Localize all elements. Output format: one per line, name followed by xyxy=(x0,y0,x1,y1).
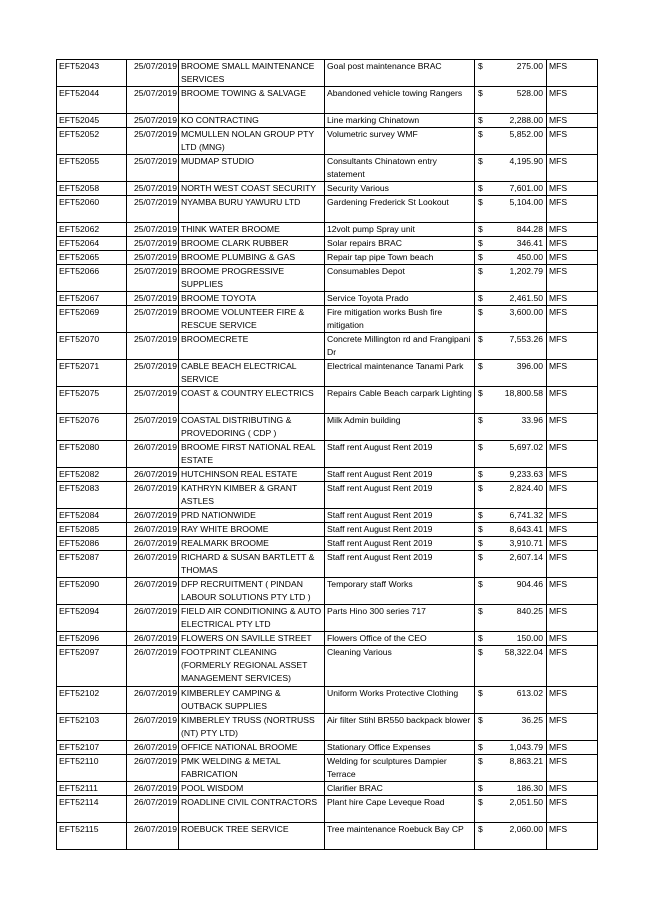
amount-cell: 58,322.04 xyxy=(487,646,547,687)
payee-name-cell: BROOME SMALL MAINTENANCE SERVICES xyxy=(179,60,325,87)
account-code-cell: MFS xyxy=(547,292,598,306)
eft-reference-cell: EFT52090 xyxy=(57,578,127,605)
currency-symbol-cell: $ xyxy=(475,578,487,605)
payee-name-cell: MCMULLEN NOLAN GROUP PTY LTD (MNG) xyxy=(179,128,325,155)
payment-date-cell: 26/07/2019 xyxy=(127,551,179,578)
description-cell: Repair tap pipe Town beach xyxy=(325,251,475,265)
description-cell: Abandoned vehicle towing Rangers xyxy=(325,87,475,114)
amount-cell: 2,051.50 xyxy=(487,796,547,823)
payment-date-cell: 26/07/2019 xyxy=(127,823,179,850)
payee-name-cell: THINK WATER BROOME xyxy=(179,223,325,237)
amount-cell: 5,104.00 xyxy=(487,196,547,223)
amount-cell: 346.41 xyxy=(487,237,547,251)
table-row xyxy=(57,333,598,360)
amount-cell: 2,461.50 xyxy=(487,292,547,306)
payee-name-cell: PMK WELDING & METAL FABRICATION xyxy=(179,755,325,782)
table-row xyxy=(57,155,598,182)
currency-symbol-cell: $ xyxy=(475,782,487,796)
currency-symbol-cell: $ xyxy=(475,306,487,333)
payments-table xyxy=(56,59,598,850)
currency-symbol-cell: $ xyxy=(475,128,487,155)
currency-symbol-cell: $ xyxy=(475,333,487,360)
account-code-cell: MFS xyxy=(547,782,598,796)
payment-date-cell: 25/07/2019 xyxy=(127,251,179,265)
table-row xyxy=(57,441,598,468)
description-cell: Staff rent August Rent 2019 xyxy=(325,509,475,523)
currency-symbol-cell: $ xyxy=(475,414,487,441)
account-code-cell: MFS xyxy=(547,741,598,755)
description-cell: Concrete Millington rd and Frangipani Dr xyxy=(325,333,475,360)
table-row xyxy=(57,509,598,523)
eft-reference-cell: EFT52043 xyxy=(57,60,127,87)
table-row xyxy=(57,87,598,114)
description-cell: Fire mitigation works Bush fire mitigation xyxy=(325,306,475,333)
table-row xyxy=(57,551,598,578)
account-code-cell: MFS xyxy=(547,482,598,509)
account-code-cell: MFS xyxy=(547,632,598,646)
eft-reference-cell: EFT52055 xyxy=(57,155,127,182)
currency-symbol-cell: $ xyxy=(475,223,487,237)
amount-cell: 1,202.79 xyxy=(487,265,547,292)
description-cell: Staff rent August Rent 2019 xyxy=(325,537,475,551)
eft-reference-cell: EFT52087 xyxy=(57,551,127,578)
amount-cell: 840.25 xyxy=(487,605,547,632)
amount-cell: 18,800.58 xyxy=(487,387,547,414)
account-code-cell: MFS xyxy=(547,182,598,196)
account-code-cell: MFS xyxy=(547,468,598,482)
payee-name-cell: NYAMBA BURU YAWURU LTD xyxy=(179,196,325,223)
eft-reference-cell: EFT52094 xyxy=(57,605,127,632)
eft-reference-cell: EFT52110 xyxy=(57,755,127,782)
currency-symbol-cell: $ xyxy=(475,755,487,782)
amount-cell: 5,852.00 xyxy=(487,128,547,155)
eft-reference-cell: EFT52102 xyxy=(57,687,127,714)
table-row xyxy=(57,605,598,632)
eft-reference-cell: EFT52071 xyxy=(57,360,127,387)
currency-symbol-cell: $ xyxy=(475,182,487,196)
currency-symbol-cell: $ xyxy=(475,646,487,687)
payment-date-cell: 26/07/2019 xyxy=(127,537,179,551)
currency-symbol-cell: $ xyxy=(475,796,487,823)
amount-cell: 2,060.00 xyxy=(487,823,547,850)
amount-cell: 528.00 xyxy=(487,87,547,114)
description-cell: Clarifier BRAC xyxy=(325,782,475,796)
table-row xyxy=(57,196,598,223)
payment-date-cell: 26/07/2019 xyxy=(127,782,179,796)
table-row xyxy=(57,265,598,292)
amount-cell: 3,600.00 xyxy=(487,306,547,333)
account-code-cell: MFS xyxy=(547,251,598,265)
eft-reference-cell: EFT52067 xyxy=(57,292,127,306)
table-row xyxy=(57,755,598,782)
account-code-cell: MFS xyxy=(547,537,598,551)
currency-symbol-cell: $ xyxy=(475,551,487,578)
payment-date-cell: 26/07/2019 xyxy=(127,741,179,755)
payee-name-cell: NORTH WEST COAST SECURITY xyxy=(179,182,325,196)
table-row xyxy=(57,782,598,796)
account-code-cell: MFS xyxy=(547,796,598,823)
currency-symbol-cell: $ xyxy=(475,237,487,251)
eft-reference-cell: EFT52060 xyxy=(57,196,127,223)
payee-name-cell: BROOME TOWING & SALVAGE xyxy=(179,87,325,114)
table-row xyxy=(57,251,598,265)
description-cell: Line marking Chinatown xyxy=(325,114,475,128)
payee-name-cell: PRD NATIONWIDE xyxy=(179,509,325,523)
account-code-cell: MFS xyxy=(547,509,598,523)
table-row xyxy=(57,237,598,251)
payee-name-cell: BROOME CLARK RUBBER xyxy=(179,237,325,251)
eft-reference-cell: EFT52082 xyxy=(57,468,127,482)
payment-date-cell: 25/07/2019 xyxy=(127,182,179,196)
payment-date-cell: 26/07/2019 xyxy=(127,441,179,468)
account-code-cell: MFS xyxy=(547,551,598,578)
table-row xyxy=(57,537,598,551)
payee-name-cell: COASTAL DISTRIBUTING & PROVEDORING ( CDP ) xyxy=(179,414,325,441)
eft-reference-cell: EFT52052 xyxy=(57,128,127,155)
amount-cell: 2,824.40 xyxy=(487,482,547,509)
payment-date-cell: 25/07/2019 xyxy=(127,223,179,237)
eft-reference-cell: EFT52070 xyxy=(57,333,127,360)
description-cell: Solar repairs BRAC xyxy=(325,237,475,251)
account-code-cell: MFS xyxy=(547,265,598,292)
amount-cell: 3,910.71 xyxy=(487,537,547,551)
amount-cell: 7,553.26 xyxy=(487,333,547,360)
eft-reference-cell: EFT52066 xyxy=(57,265,127,292)
payment-date-cell: 25/07/2019 xyxy=(127,292,179,306)
eft-reference-cell: EFT52084 xyxy=(57,509,127,523)
payee-name-cell: MUDMAP STUDIO xyxy=(179,155,325,182)
table-row xyxy=(57,646,598,687)
eft-reference-cell: EFT52085 xyxy=(57,523,127,537)
description-cell: Parts Hino 300 series 717 xyxy=(325,605,475,632)
currency-symbol-cell: $ xyxy=(475,523,487,537)
description-cell: Stationary Office Expenses xyxy=(325,741,475,755)
currency-symbol-cell: $ xyxy=(475,441,487,468)
payee-name-cell: FLOWERS ON SAVILLE STREET xyxy=(179,632,325,646)
payment-date-cell: 25/07/2019 xyxy=(127,414,179,441)
payee-name-cell: KO CONTRACTING xyxy=(179,114,325,128)
description-cell: Plant hire Cape Leveque Road xyxy=(325,796,475,823)
amount-cell: 2,607.14 xyxy=(487,551,547,578)
description-cell: Staff rent August Rent 2019 xyxy=(325,551,475,578)
account-code-cell: MFS xyxy=(547,605,598,632)
amount-cell: 7,601.00 xyxy=(487,182,547,196)
amount-cell: 904.46 xyxy=(487,578,547,605)
account-code-cell: MFS xyxy=(547,523,598,537)
payment-date-cell: 25/07/2019 xyxy=(127,114,179,128)
table-row xyxy=(57,482,598,509)
table-row xyxy=(57,292,598,306)
account-code-cell: MFS xyxy=(547,87,598,114)
table-row xyxy=(57,687,598,714)
table-row xyxy=(57,741,598,755)
account-code-cell: MFS xyxy=(547,114,598,128)
description-cell: Goal post maintenance BRAC xyxy=(325,60,475,87)
table-row xyxy=(57,823,598,850)
payment-date-cell: 26/07/2019 xyxy=(127,482,179,509)
account-code-cell: MFS xyxy=(547,237,598,251)
currency-symbol-cell: $ xyxy=(475,823,487,850)
amount-cell: 186.30 xyxy=(487,782,547,796)
payment-date-cell: 25/07/2019 xyxy=(127,155,179,182)
amount-cell: 1,043.79 xyxy=(487,741,547,755)
payment-date-cell: 26/07/2019 xyxy=(127,796,179,823)
eft-reference-cell: EFT52107 xyxy=(57,741,127,755)
currency-symbol-cell: $ xyxy=(475,155,487,182)
payment-date-cell: 25/07/2019 xyxy=(127,128,179,155)
payment-date-cell: 26/07/2019 xyxy=(127,468,179,482)
table-row xyxy=(57,306,598,333)
currency-symbol-cell: $ xyxy=(475,482,487,509)
amount-cell: 844.28 xyxy=(487,223,547,237)
description-cell: 12volt pump Spray unit xyxy=(325,223,475,237)
account-code-cell: MFS xyxy=(547,155,598,182)
eft-reference-cell: EFT52062 xyxy=(57,223,127,237)
payment-date-cell: 26/07/2019 xyxy=(127,509,179,523)
table-row xyxy=(57,60,598,87)
currency-symbol-cell: $ xyxy=(475,87,487,114)
account-code-cell: MFS xyxy=(547,441,598,468)
description-cell: Gardening Frederick St Lookout xyxy=(325,196,475,223)
currency-symbol-cell: $ xyxy=(475,509,487,523)
description-cell: Security Various xyxy=(325,182,475,196)
description-cell: Welding for sculptures Dampier Terrace xyxy=(325,755,475,782)
account-code-cell: MFS xyxy=(547,196,598,223)
payee-name-cell: ROADLINE CIVIL CONTRACTORS xyxy=(179,796,325,823)
eft-reference-cell: EFT52044 xyxy=(57,87,127,114)
table-row xyxy=(57,523,598,537)
amount-cell: 9,233.63 xyxy=(487,468,547,482)
description-cell: Cleaning Various xyxy=(325,646,475,687)
payee-name-cell: KATHRYN KIMBER & GRANT ASTLES xyxy=(179,482,325,509)
payment-date-cell: 26/07/2019 xyxy=(127,523,179,537)
payee-name-cell: BROOME PROGRESSIVE SUPPLIES xyxy=(179,265,325,292)
description-cell: Tree maintenance Roebuck Bay CP xyxy=(325,823,475,850)
currency-symbol-cell: $ xyxy=(475,60,487,87)
payee-name-cell: FOOTPRINT CLEANING (FORMERLY REGIONAL ASSET MANAGEMENT SERVICES) xyxy=(179,646,325,687)
eft-reference-cell: EFT52076 xyxy=(57,414,127,441)
eft-reference-cell: EFT52045 xyxy=(57,114,127,128)
payment-date-cell: 26/07/2019 xyxy=(127,632,179,646)
payment-date-cell: 25/07/2019 xyxy=(127,60,179,87)
amount-cell: 2,288.00 xyxy=(487,114,547,128)
payment-date-cell: 26/07/2019 xyxy=(127,714,179,741)
payment-date-cell: 26/07/2019 xyxy=(127,605,179,632)
amount-cell: 6,741.32 xyxy=(487,509,547,523)
payee-name-cell: BROOMECRETE xyxy=(179,333,325,360)
table-row xyxy=(57,223,598,237)
description-cell: Flowers Office of the CEO xyxy=(325,632,475,646)
payment-date-cell: 26/07/2019 xyxy=(127,755,179,782)
payment-date-cell: 25/07/2019 xyxy=(127,306,179,333)
payment-date-cell: 26/07/2019 xyxy=(127,687,179,714)
payee-name-cell: REALMARK BROOME xyxy=(179,537,325,551)
amount-cell: 33.96 xyxy=(487,414,547,441)
account-code-cell: MFS xyxy=(547,714,598,741)
description-cell: Consumables Depot xyxy=(325,265,475,292)
account-code-cell: MFS xyxy=(547,414,598,441)
amount-cell: 275.00 xyxy=(487,60,547,87)
description-cell: Electrical maintenance Tanami Park xyxy=(325,360,475,387)
description-cell: Staff rent August Rent 2019 xyxy=(325,441,475,468)
payee-name-cell: BROOME PLUMBING & GAS xyxy=(179,251,325,265)
currency-symbol-cell: $ xyxy=(475,687,487,714)
table-row xyxy=(57,114,598,128)
account-code-cell: MFS xyxy=(547,223,598,237)
payee-name-cell: FIELD AIR CONDITIONING & AUTO ELECTRICAL PTY LTD xyxy=(179,605,325,632)
description-cell: Staff rent August Rent 2019 xyxy=(325,482,475,509)
payment-date-cell: 25/07/2019 xyxy=(127,333,179,360)
eft-reference-cell: EFT52097 xyxy=(57,646,127,687)
account-code-cell: MFS xyxy=(547,687,598,714)
account-code-cell: MFS xyxy=(547,333,598,360)
amount-cell: 5,697.02 xyxy=(487,441,547,468)
payee-name-cell: BROOME VOLUNTEER FIRE & RESCUE SERVICE xyxy=(179,306,325,333)
amount-cell: 450.00 xyxy=(487,251,547,265)
eft-reference-cell: EFT52065 xyxy=(57,251,127,265)
payee-name-cell: POOL WISDOM xyxy=(179,782,325,796)
payee-name-cell: ROEBUCK TREE SERVICE xyxy=(179,823,325,850)
account-code-cell: MFS xyxy=(547,755,598,782)
table-row xyxy=(57,578,598,605)
account-code-cell: MFS xyxy=(547,578,598,605)
description-cell: Milk Admin building xyxy=(325,414,475,441)
payment-date-cell: 26/07/2019 xyxy=(127,578,179,605)
account-code-cell: MFS xyxy=(547,360,598,387)
description-cell: Volumetric survey WMF xyxy=(325,128,475,155)
eft-reference-cell: EFT52096 xyxy=(57,632,127,646)
eft-reference-cell: EFT52058 xyxy=(57,182,127,196)
currency-symbol-cell: $ xyxy=(475,251,487,265)
payment-date-cell: 26/07/2019 xyxy=(127,646,179,687)
description-cell: Uniform Works Protective Clothing xyxy=(325,687,475,714)
payee-name-cell: CABLE BEACH ELECTRICAL SERVICE xyxy=(179,360,325,387)
currency-symbol-cell: $ xyxy=(475,537,487,551)
eft-reference-cell: EFT52080 xyxy=(57,441,127,468)
payee-name-cell: RAY WHITE BROOME xyxy=(179,523,325,537)
currency-symbol-cell: $ xyxy=(475,360,487,387)
payments-document xyxy=(56,59,597,850)
amount-cell: 396.00 xyxy=(487,360,547,387)
account-code-cell: MFS xyxy=(547,306,598,333)
payee-name-cell: HUTCHINSON REAL ESTATE xyxy=(179,468,325,482)
description-cell: Service Toyota Prado xyxy=(325,292,475,306)
currency-symbol-cell: $ xyxy=(475,632,487,646)
currency-symbol-cell: $ xyxy=(475,265,487,292)
eft-reference-cell: EFT52083 xyxy=(57,482,127,509)
account-code-cell: MFS xyxy=(547,387,598,414)
eft-reference-cell: EFT52111 xyxy=(57,782,127,796)
description-cell: Consultants Chinatown entry statement xyxy=(325,155,475,182)
payment-date-cell: 25/07/2019 xyxy=(127,265,179,292)
payee-name-cell: BROOME FIRST NATIONAL REAL ESTATE xyxy=(179,441,325,468)
currency-symbol-cell: $ xyxy=(475,387,487,414)
payee-name-cell: COAST & COUNTRY ELECTRICS xyxy=(179,387,325,414)
amount-cell: 150.00 xyxy=(487,632,547,646)
eft-reference-cell: EFT52064 xyxy=(57,237,127,251)
currency-symbol-cell: $ xyxy=(475,468,487,482)
table-row xyxy=(57,360,598,387)
currency-symbol-cell: $ xyxy=(475,741,487,755)
amount-cell: 4,195.90 xyxy=(487,155,547,182)
amount-cell: 613.02 xyxy=(487,687,547,714)
table-row xyxy=(57,387,598,414)
description-cell: Temporary staff Works xyxy=(325,578,475,605)
account-code-cell: MFS xyxy=(547,60,598,87)
account-code-cell: MFS xyxy=(547,646,598,687)
payment-date-cell: 25/07/2019 xyxy=(127,360,179,387)
currency-symbol-cell: $ xyxy=(475,196,487,223)
amount-cell: 8,643.41 xyxy=(487,523,547,537)
payee-name-cell: OFFICE NATIONAL BROOME xyxy=(179,741,325,755)
eft-reference-cell: EFT52115 xyxy=(57,823,127,850)
table-row xyxy=(57,796,598,823)
description-cell: Air filter Stihl BR550 backpack blower xyxy=(325,714,475,741)
eft-reference-cell: EFT52114 xyxy=(57,796,127,823)
description-cell: Staff rent August Rent 2019 xyxy=(325,523,475,537)
amount-cell: 36.25 xyxy=(487,714,547,741)
currency-symbol-cell: $ xyxy=(475,714,487,741)
amount-cell: 8,863.21 xyxy=(487,755,547,782)
payment-date-cell: 25/07/2019 xyxy=(127,87,179,114)
description-cell: Staff rent August Rent 2019 xyxy=(325,468,475,482)
table-row xyxy=(57,414,598,441)
table-row xyxy=(57,468,598,482)
account-code-cell: MFS xyxy=(547,128,598,155)
currency-symbol-cell: $ xyxy=(475,114,487,128)
account-code-cell: MFS xyxy=(547,823,598,850)
table-row xyxy=(57,714,598,741)
eft-reference-cell: EFT52075 xyxy=(57,387,127,414)
eft-reference-cell: EFT52103 xyxy=(57,714,127,741)
table-row xyxy=(57,182,598,196)
table-row xyxy=(57,128,598,155)
eft-reference-cell: EFT52069 xyxy=(57,306,127,333)
payment-date-cell: 25/07/2019 xyxy=(127,237,179,251)
payee-name-cell: KIMBERLEY CAMPING & OUTBACK SUPPLIES xyxy=(179,687,325,714)
payee-name-cell: BROOME TOYOTA xyxy=(179,292,325,306)
payment-date-cell: 25/07/2019 xyxy=(127,196,179,223)
eft-reference-cell: EFT52086 xyxy=(57,537,127,551)
payee-name-cell: KIMBERLEY TRUSS (NORTRUSS (NT) PTY LTD) xyxy=(179,714,325,741)
description-cell: Repairs Cable Beach carpark Lighting xyxy=(325,387,475,414)
currency-symbol-cell: $ xyxy=(475,605,487,632)
payee-name-cell: RICHARD & SUSAN BARTLETT & THOMAS xyxy=(179,551,325,578)
table-row xyxy=(57,632,598,646)
payment-date-cell: 25/07/2019 xyxy=(127,387,179,414)
payee-name-cell: DFP RECRUITMENT ( PINDAN LABOUR SOLUTIONS PTY LTD ) xyxy=(179,578,325,605)
currency-symbol-cell: $ xyxy=(475,292,487,306)
